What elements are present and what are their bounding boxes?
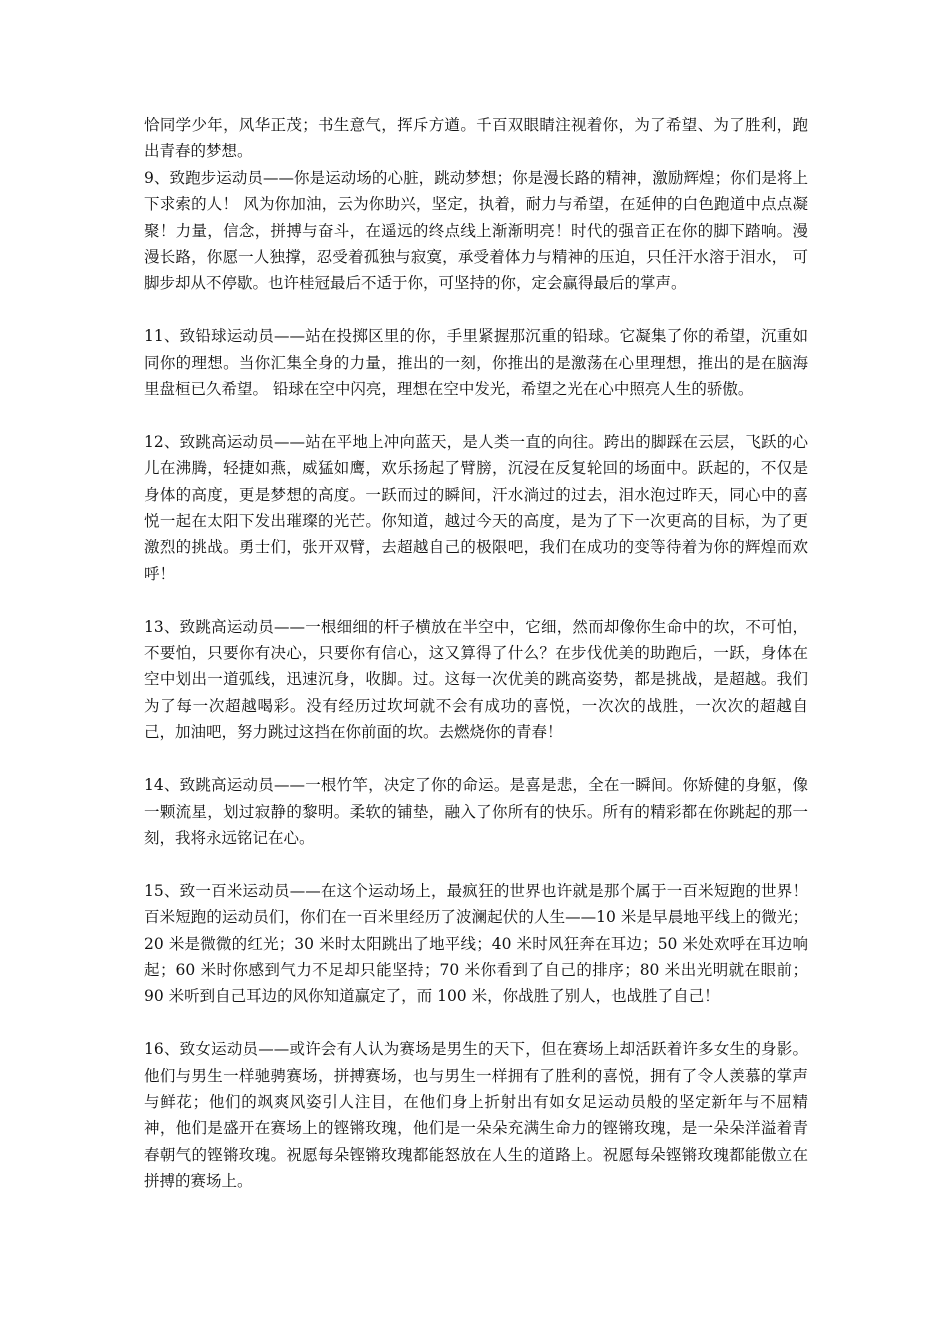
document-body bbox=[144, 112, 808, 1195]
paragraph-gap bbox=[144, 297, 808, 323]
paragraph-gap bbox=[144, 1010, 808, 1036]
paragraph-gap bbox=[144, 746, 808, 772]
paragraph-9-runners: 9、致跑步运动员——你是运动场的心脏，跳动梦想；你是漫长路的精神，激励辉煌；你们是将上下求索的人！ 风为你加油，云为你助兴，坚定，执着，耐力与希望，在延伸的白色跑道中点点凝聚！力量，信念，拼搏与奋斗，在遥远的终点线上渐渐明亮！时代的强音正在你的脚下踏响。漫漫长路，你愿一人独撑，忍受着孤独与寂寞，承受着体力与精神的压迫，只任汗水溶于泪水， 可脚步却从不停歇。也许桂冠最后不适于你，可坚持的你，定会赢得最后的掌声。 bbox=[144, 168, 808, 293]
paragraph-gap bbox=[144, 851, 808, 877]
paragraph-gap bbox=[144, 587, 808, 613]
paragraph-15-100m: 15、致一百米运动员——在这个运动场上，最疯狂的世界也许就是那个属于一百米短跑的世界！百米短跑的运动员们，你们在一百米里经历了波澜起伏的人生——10 米是早晨地平线上的微光；20 米是微微的红光；30 米时太阳跳出了地平线；40 米时风狂奔在耳边；50 米处欢呼在耳边响起；60 米时你感到气力不足却只能坚持；70 米你看到了自己的排序；80 米出光明就在眼前；90 米听到自己耳边的风你知道赢定了，而 100 米，你战胜了别人，也战胜了自己！ bbox=[144, 881, 808, 1006]
paragraph-12-high-jump: 12、致跳高运动员——站在平地上冲向蓝天，是人类一直的向往。跨出的脚踩在云层，飞跃的心儿在沸腾，轻捷如燕，威猛如鹰，欢乐扬起了臂膀，沉浸在反复轮回的场面中。跃起的，不仅是身体的高度，更是梦想的高度。一跃而过的瞬间，汗水淌过的过去，泪水泡过昨天，同心中的喜悦一起在太阳下发出璀璨的光芒。你知道，越过今天的高度，是为了下一次更高的目标，为了更激烈的挑战。勇士们，张开双臂，去超越自己的极限吧，我们在成功的变等待着为你的辉煌而欢呼！ bbox=[144, 432, 808, 583]
paragraph-intro: 恰同学少年，风华正茂；书生意气，挥斥方遒。千百双眼睛注视着你，为了希望、为了胜利，跑出青春的梦想。 bbox=[144, 116, 808, 161]
paragraph-13-high-jump: 13、致跳高运动员——一根细细的杆子横放在半空中，它细，然而却像你生命中的坎，不可怕，不要怕，只要你有决心，只要你有信心，这又算得了什么？在步伐优美的助跑后，一跃，身体在空中划出一道弧线，迅速沉身，收脚。过。这每一次优美的跳高姿势，都是挑战，是超越。我们为了每一次超越喝彩。没有经历过坎坷就不会有成功的喜悦，一次次的战胜，一次次的超越自己，加油吧，努力跳过这挡在你前面的坎。去燃烧你的青春！ bbox=[144, 617, 808, 742]
paragraph-gap bbox=[144, 402, 808, 428]
paragraph-14-high-jump: 14、致跳高运动员——一根竹竿，决定了你的命运。是喜是悲，全在一瞬间。你矫健的身躯，像一颗流星，划过寂静的黎明。柔软的铺垫，融入了你所有的快乐。所有的精彩都在你跳起的那一刻，我将永远铭记在心。 bbox=[144, 776, 808, 847]
paragraph-16-female-athletes: 16、致女运动员——或许会有人认为赛场是男生的天下，但在赛场上却活跃着许多女生的身影。他们与男生一样驰骋赛场，拼搏赛场，也与男生一样拥有了胜利的喜悦，拥有了令人羡慕的掌声与鲜花；他们的飒爽风姿引人注目，在他们身上折射出有如女足运动员般的坚定新年与不屈精神，他们是盛开在赛场上的铿锵玫瑰，他们是一朵朵充满生命力的铿锵玫瑰，是一朵朵洋溢着青春朝气的铿锵玫瑰。祝愿每朵铿锵玫瑰都能怒放在人生的道路上。祝愿每朵铿锵玫瑰都能傲立在拼搏的赛场上。 bbox=[144, 1040, 808, 1191]
paragraph-11-shot-put: 11、致铅球运动员——站在投掷区里的你，手里紧握那沉重的铅球。它凝集了你的希望，沉重如同你的理想。当你汇集全身的力量，推出的一刻，你推出的是激荡在心里理想，推出的是在脑海里盘桓已久希望。 铅球在空中闪亮，理想在空中发光，希望之光在心中照亮人生的骄傲。 bbox=[144, 327, 808, 399]
